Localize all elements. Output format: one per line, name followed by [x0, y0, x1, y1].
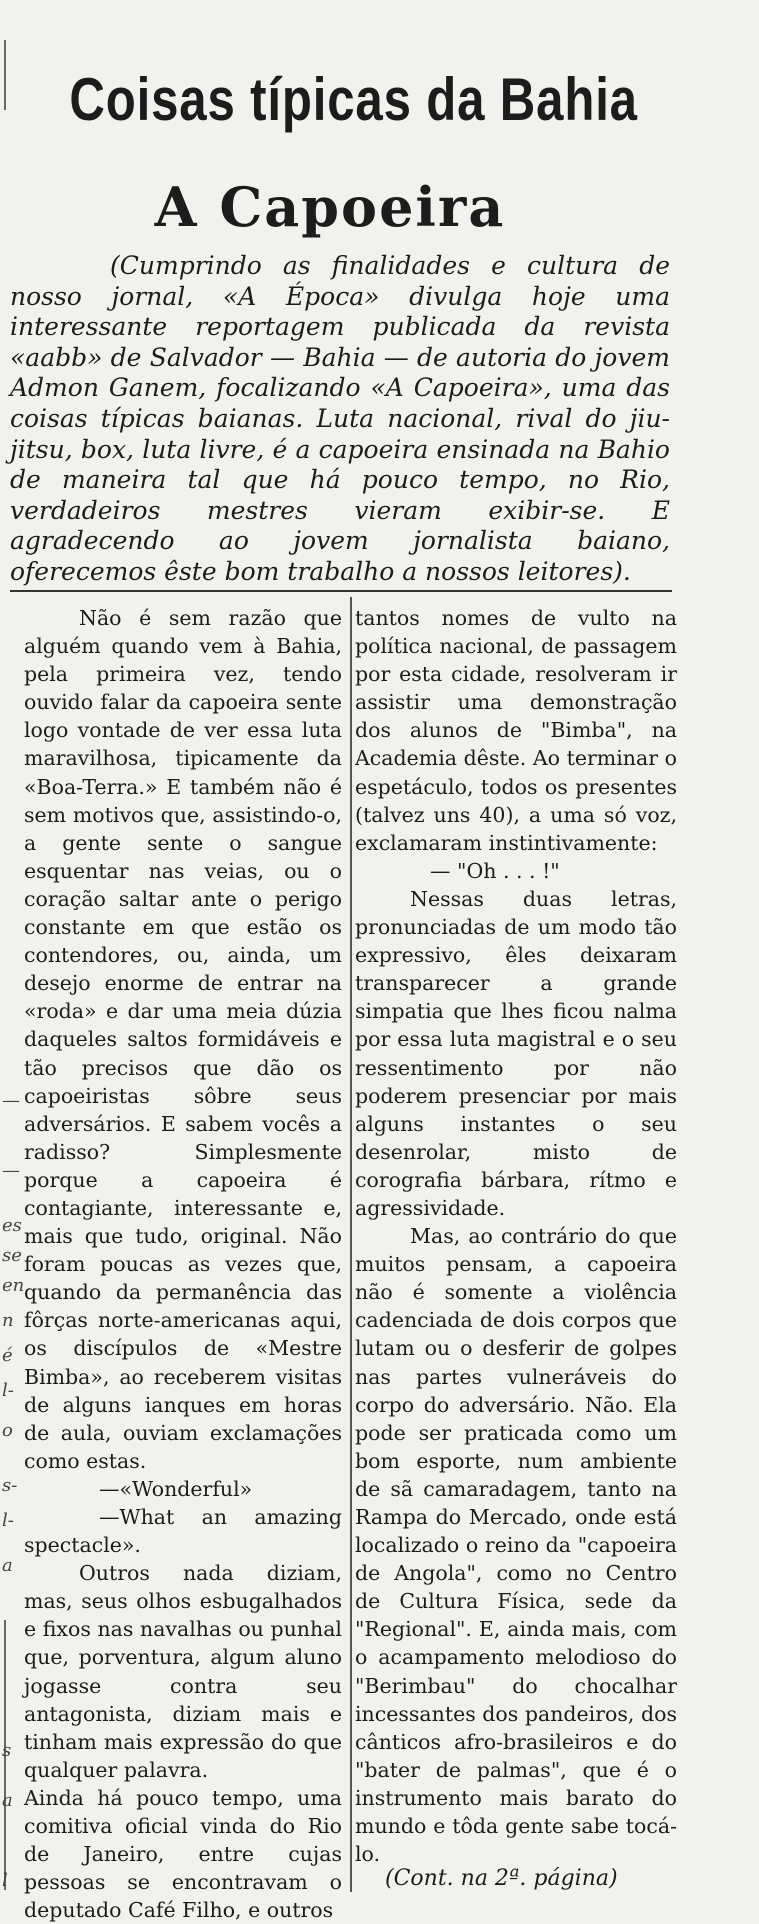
- margin-fragment: es: [2, 1215, 22, 1236]
- paragraph: tantos nomes de vulto na política nacional, de passagem por esta cidade, resolveram ir assistir uma demonstração dos alunos de "Bimba", na Academia dêste. Ao terminar o espetáculo, todos os presentes (talvez uns 40), a uma só voz, exclamaram instintivamente:: [355, 606, 677, 855]
- margin-fragment: a: [2, 1555, 13, 1576]
- margin-fragment: l: [2, 1870, 8, 1891]
- dialogue-line: — "Oh . . . !": [430, 858, 560, 883]
- dialogue-line: —What an amazing spectacle».: [24, 1505, 342, 1558]
- paragraph: Nessas duas letras, pronunciadas de um modo tão expressivo, êles deixaram transparecer a grande simpatia que lhes ficou nalma por essa luta magistral e o seu ressentimento por não poderem presenciar por mais alguns instantes o seu desenrolar, misto de corografia bárbara, rítmo e agressividade.: [355, 886, 677, 1220]
- paragraph: Outros nada diziam, mas, seus olhos esbugalhados e fixos nas navalhas ou punhal que, porventura, algum aluno jogasse contra seu antagonista, diziam mais e tinham mais expressão do que qualquer palavra.: [24, 1561, 342, 1782]
- margin-fragment: se: [2, 1245, 22, 1266]
- paragraph: Ainda há pouco tempo, uma comitiva oficial vinda do Rio de Janeiro, entre cujas pessoas se encontravam o deputado Café Filho, e outros: [24, 1785, 342, 1923]
- margin-fragment: é: [2, 1345, 13, 1366]
- article-title: Coisas típicas da Bahia: [69, 66, 638, 134]
- margin-fragment: o: [2, 1420, 13, 1441]
- continued-note: (Cont. na 2ª. página): [385, 1866, 618, 1891]
- paragraph: Não é sem razão que alguém quando vem à Bahia, pela primeira vez, tendo ouvido falar da capoeira sente logo vontade de ver essa luta maravilhosa, tipicamente da «Boa-Terra.» E também não é sem motivos que, assistindo-o, a gente sente o sangue esquentar nas veias, ou o coração saltar ante o perigo constante em que estão os contendores, ou, ainda, um desejo enorme de entrar na «roda» e dar uma meia dúzia daqueles saltos formidáveis e tão precisos que dão os capoeiristas sôbre seus adversários. E sabem vocês a radisso? Simplesmente porque a capoeira é contagiante, interessante e, mais que tudo, original. Não foram poucas as vezes que, quando da permanência das fôrças norte-americanas aqui, os discípulos de «Mestre Bimba», ao receberem visitas de alguns ianques em horas de aula, ouviam exclamações como estas.: [24, 606, 342, 1473]
- article-subtitle: A Capoeira: [154, 174, 506, 239]
- margin-fragment: s: [2, 1740, 12, 1761]
- margin-fragment: s-: [2, 1475, 18, 1496]
- margin-rule: [4, 40, 6, 110]
- margin-fragment: l-: [2, 1380, 14, 1401]
- margin-fragment: n: [2, 1310, 14, 1331]
- right-column: [355, 604, 677, 1868]
- section-divider: [10, 590, 672, 592]
- article-intro: (Cumprindo as finalidades e cultura de nosso jornal, «A Época» divulga hoje uma interessante reportagem publicada da revista «aabb» de Salvador — Bahia — de autoria do jovem Admon Ganem, focalizando «A Capoeira», uma das coisas típicas baianas. Luta nacional, rival do jiu-jitsu, box, luta livre, é a capoeira ensinada na Bahio de maneira tal que há pouco tempo, no Rio, verdadeiros mestres vieram exibir-se. E agradecendo ao jovem jornalista baiano, oferecemos êste bom trabalho a nossos leitores).: [10, 251, 670, 586]
- dialogue-line: —«Wonderful»: [99, 1476, 253, 1501]
- paragraph: Mas, ao contrário do que muitos pensam, a capoeira não é somente a violência cadenciada de dois corpos que lutam ou o desferir de golpes nas partes vulneráveis do corpo do adversário. Não. Ela pode ser praticada como um bom esporte, num ambiente de sã camaradagem, tanto na Rampa do Mercado, onde está localizado o reino da "capoeira de Angola", como no Centro de Cultura Física, sede da "Regional". E, ainda mais, com o acampamento melodioso do "Berimbau" do chocalhar incessantes dos pandeiros, dos cânticos afro-brasileiros e do "bater de palmas", que é o instrumento mais barato do mundo e tôda gente sabe tocá-lo.: [355, 1224, 677, 1867]
- left-column: [24, 604, 342, 1924]
- margin-fragment: —: [2, 1160, 20, 1181]
- margin-fragment: —: [2, 1090, 20, 1111]
- column-divider: [350, 597, 352, 1892]
- margin-fragment: l-: [2, 1510, 14, 1531]
- margin-fragment: en: [2, 1275, 25, 1296]
- margin-fragment: a: [2, 1790, 13, 1811]
